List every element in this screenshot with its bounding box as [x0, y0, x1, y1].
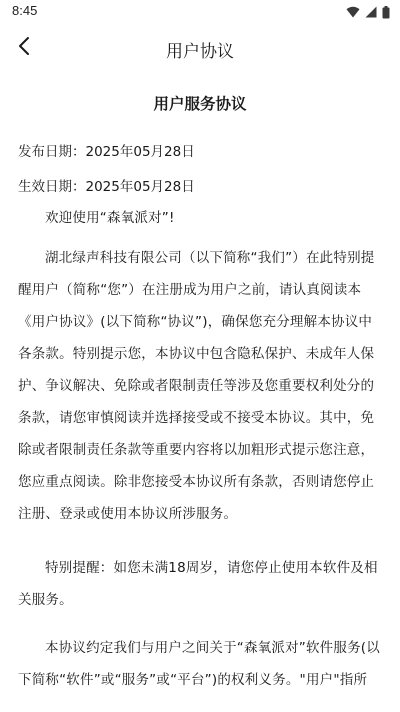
effective-date: 生效日期：2025年05月28日 — [18, 179, 195, 195]
status-time: 8:45 — [12, 3, 38, 18]
status-bar — [0, 0, 400, 24]
paragraph-scope: 本协议约定我们与用户之间关于“森氧派对”软件服务(以下简称“软件”或“服务”或“平台”)的权利义务。"用户"指所 — [18, 640, 380, 688]
document-title: 用户服务协议 — [153, 95, 247, 113]
page-title: 用户协议 — [166, 42, 234, 62]
paragraph-welcome: 欢迎使用“森氧派对”! — [45, 210, 175, 226]
app-bar — [0, 24, 400, 72]
agreement-content[interactable] — [0, 72, 400, 712]
status-icons — [346, 4, 390, 20]
publish-date: 发布日期：2025年05月28日 — [18, 144, 195, 160]
signal-icon — [365, 6, 377, 18]
battery-icon — [382, 6, 390, 19]
paragraph-minor-notice: 特别提醒：如您未满18周岁，请您停止使用本软件及相关服务。 — [18, 560, 378, 608]
wifi-icon — [346, 6, 360, 18]
paragraph-intro: 湖北绿声科技有限公司（以下简称“我们”）在此特别提醒用户（简称“您”）在注册成为用户之前，请认真阅读本《用户协议》(以下简称“协议”)，确保您充分理解本协议中各条款。特别提示您，本协议中包含隐私保护、未成年人保护、争议解决、免除或者限制责任等涉及您重要权利处分的条款，请您审慎阅读并选择接受或不接受本协议。其中，免除或者限制责任条款等重要内容将以加粗形式提示您注意，您应重点阅读。除非您接受本协议所有条款，否则请您停止注册、登录或使用本协议所涉服务。 — [18, 250, 375, 522]
